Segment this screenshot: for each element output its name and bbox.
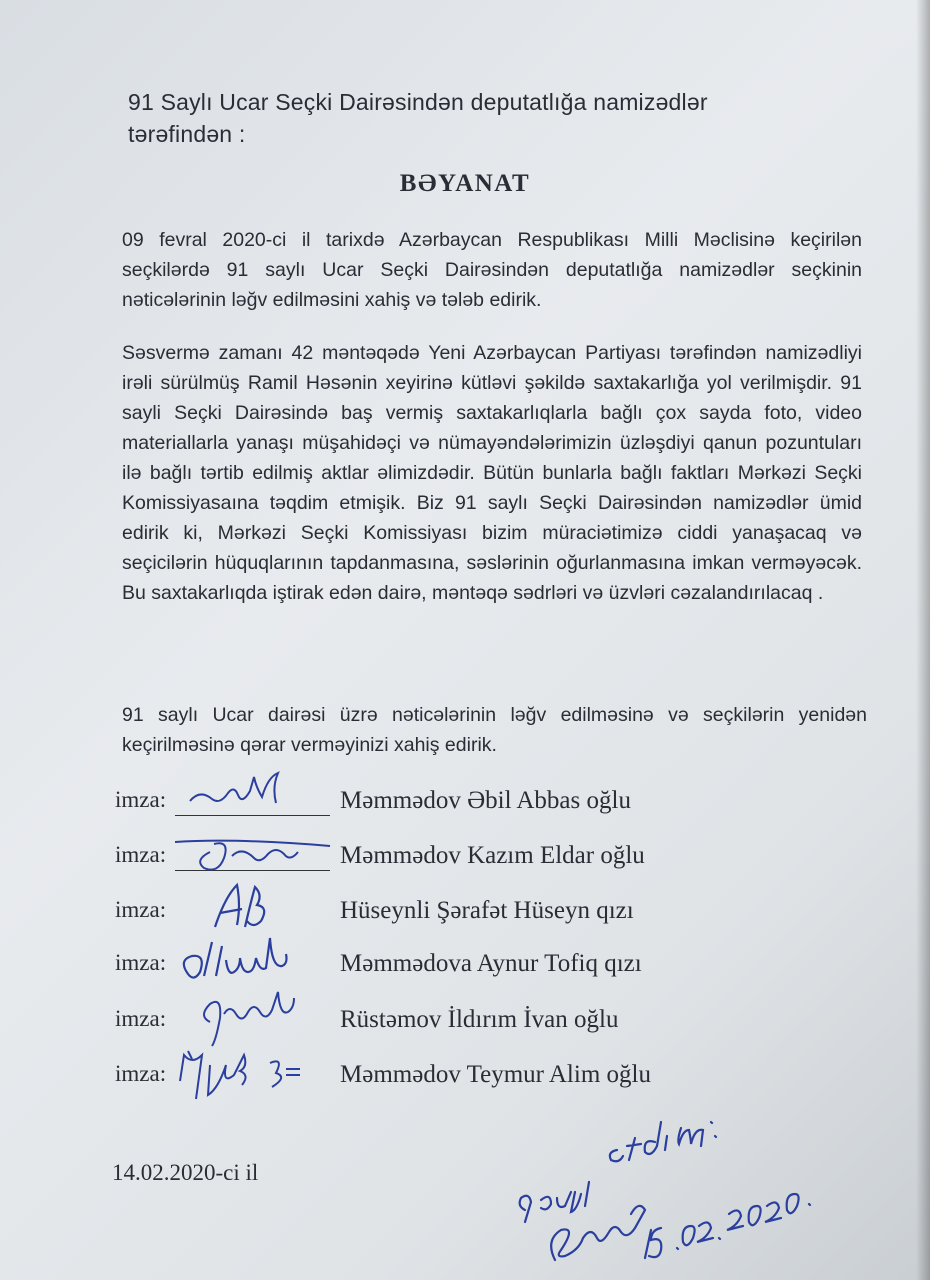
signature-label: imza: (115, 950, 167, 975)
signature-label: imza: (115, 897, 167, 922)
handwritten-signature-6 (170, 1041, 340, 1097)
page-edge-shadow (916, 0, 930, 1280)
signatory-name: Məmmədov Teymur Alim oğlu (340, 1061, 651, 1088)
paragraph-2: Səsvermə zamanı 42 məntəqədə Yeni Azərbaycan Partiyası tərəfindən namizədliyi irəli sürülmüş Ramil Həsənin xeyirinə kütləvi şəkildə saxtakarlığa yol verilmişdir. 91 sayli Seçki Dairəsində baş vermiş saxtakarlıqlarla bağlı çox sayda foto, video materiallarla yanaşı müşahidəçi və nümayəndələrimizin üzləşdiyi qanun pozuntuları ilə bağlı tərtib edilmiş aktlar əlimizdədir. Bütün bunlarla bağlı faktları Mərkəzi Seçki Komissiyasaına təqdim etmişik. Biz 91 saylı Seçki Dairəsindən namizədlər ümid edirik ki, Mərkəzi Seçki Komissiyası bizim müraciətimizə ciddi yanaşacaq və seçicilərin hüquqlarının tapdanmasına, səslərinin oğurlanmasına imkan verməyəcək. Bu saxtakarlıqda iştirak edən dairə, məntəqə sədrləri və üzvləri cəzalandırılacaq . (122, 342, 862, 604)
handwritten-signature-1 (170, 767, 340, 823)
signatory-name: Məmmədov Əbil Abbas oğlu (340, 787, 631, 814)
signatory-name: Rüstəmov İldırım İvan oğlu (340, 1006, 619, 1033)
signatory-name: Məmmədova Aynur Tofiq qızı (340, 950, 642, 977)
signature-row (115, 944, 755, 984)
signature-label: imza: (115, 842, 167, 867)
paragraph-1: 09 fevral 2020-ci il tarixdə Azərbaycan Respublikası Milli Məclisinə keçirilən seçkilərdə 91 saylı Ucar Seçki Dairəsindən deputatlığa namizədlər seçkinin nəticələrinin ləğv edilməsini xahiş və tələb edirik. (122, 229, 862, 311)
document-date: 14.02.2020-ci il (112, 1160, 259, 1185)
handwritten-signature-2 (170, 822, 340, 878)
handwritten-signature-5 (170, 986, 340, 1042)
document-heading: 91 Saylı Ucar Seçki Dairəsindən deputatlığa namizədlər tərəfindən : (128, 89, 708, 147)
signatory-name: Məmmədov Kazım Eldar oğlu (340, 842, 645, 869)
signatory-name: Hüseynli Şərafət Hüseyn qızı (340, 897, 634, 924)
signature-row (115, 836, 755, 876)
signature-label: imza: (115, 1061, 167, 1086)
signature-label: imza: (115, 1006, 167, 1031)
signature-row (115, 781, 755, 821)
document-title: BƏYANAT (399, 170, 531, 197)
handwritten-signature-3 (170, 877, 340, 933)
signature-row (115, 1000, 755, 1040)
signature-row (115, 891, 755, 931)
paragraph-3: 91 saylı Ucar dairəsi üzrə nəticələrinin ləğv edilməsinə və seçkilərin yenidən keçirilməsinə qərar verməyinizi xahiş edirik. (122, 704, 867, 756)
signature-label: imza: (115, 787, 167, 812)
handwritten-signature-4 (170, 930, 340, 986)
handwritten-acceptance-note (505, 1080, 865, 1275)
